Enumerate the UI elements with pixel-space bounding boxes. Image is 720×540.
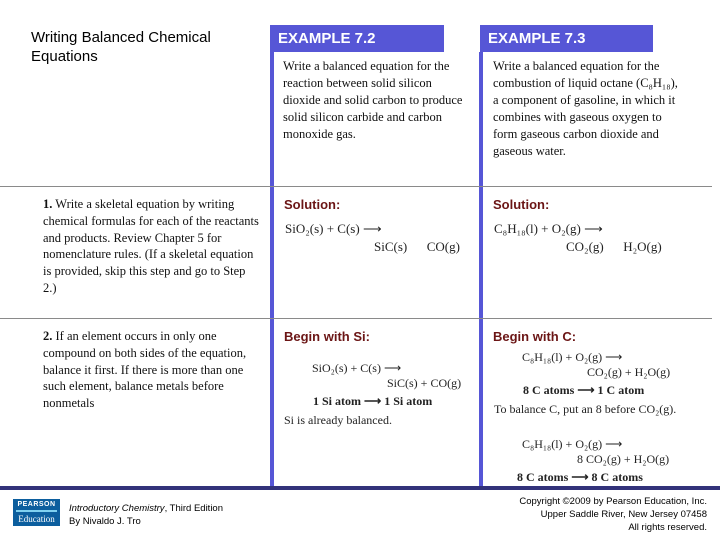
row-divider-2 bbox=[0, 318, 712, 319]
step-1-number: 1. bbox=[43, 197, 53, 211]
book-edition: , Third Edition bbox=[164, 503, 224, 514]
example-7-3-header: EXAMPLE 7.3 bbox=[480, 25, 653, 52]
skeleton-eq-7-2-products: SiC(s) CO(g) bbox=[374, 239, 460, 254]
solution-label-7-2: Solution: bbox=[284, 197, 341, 212]
step2-label-7-2: Begin with Si: bbox=[284, 329, 370, 344]
example-7-2-problem: Write a balanced equation for the reaction between solid silicon dioxide and solid carbon to produce solid silicon carbide and carbon monoxide gas. bbox=[283, 59, 463, 141]
step-1-text: Write a skeletal equation by writing chemical formulas for each of the reactants and products. Review Chapter 5 for nomenclature rules. (If a skeletal equation is provided, skip this step and go to Step 2.) bbox=[43, 197, 259, 295]
logo-swoosh bbox=[16, 510, 57, 512]
divider-right bbox=[479, 52, 483, 486]
step2-eq-7-2-line4: Si is already balanced. bbox=[284, 413, 392, 427]
step-2 bbox=[43, 328, 261, 412]
copyright bbox=[519, 495, 707, 534]
copyright-line-2: Upper Saddle River, New Jersey 07458 bbox=[540, 509, 707, 520]
step2-eq-7-3-line5: C₈H₁₈(l) + O₂(g) ⟶ bbox=[522, 437, 623, 451]
step-2-text: If an element occurs in only one compound on both sides of the equation, balance it first. If there is more than one such element, balance metals before nonmetals bbox=[43, 329, 247, 411]
step2-eq-7-3-line7: 8 C atoms ⟶ 8 C atoms bbox=[517, 470, 643, 484]
step2-eq-7-2-line1: SiO₂(s) + C(s) ⟶ bbox=[312, 361, 402, 375]
step2-eq-7-3-line3: 8 C atoms ⟶ 1 C atom bbox=[523, 383, 645, 397]
step2-eq-7-3-line2: CO₂(g) + H₂O(g) bbox=[587, 365, 671, 379]
copyright-line-3: All rights reserved. bbox=[628, 522, 707, 533]
logo-top-text: PEARSON bbox=[17, 501, 56, 508]
example-7-2-header: EXAMPLE 7.2 bbox=[270, 25, 444, 52]
copyright-line-1: Copyright ©2009 by Pearson Education, Inc. bbox=[519, 496, 707, 507]
step2-eq-7-2-line2: SiC(s) + CO(g) bbox=[387, 376, 462, 390]
book-title: Introductory Chemistry bbox=[69, 503, 165, 514]
step2-eq-7-2-line3: 1 Si atom ⟶ 1 Si atom bbox=[313, 394, 433, 408]
step2-label-7-3: Begin with C: bbox=[493, 329, 577, 344]
row-divider-1 bbox=[0, 186, 712, 187]
step2-eq-7-3-line4: To balance C, put an 8 before CO₂(g). bbox=[494, 402, 677, 416]
slide-title: Writing Balanced Chemical Equations bbox=[31, 29, 211, 65]
book-author: By Nivaldo J. Tro bbox=[69, 516, 141, 527]
skeleton-eq-7-3-products: CO₂(g) H₂O(g) bbox=[566, 239, 662, 254]
step-1 bbox=[43, 196, 261, 297]
pearson-education-logo bbox=[13, 499, 60, 526]
logo-bottom-text: Education bbox=[18, 514, 55, 524]
skeleton-eq-7-3-reactants: C₈H₁₈(l) + O₂(g) ⟶ bbox=[494, 221, 603, 236]
skeleton-eq-7-2-reactants: SiO₂(s) + C(s) ⟶ bbox=[285, 221, 382, 236]
example-7-3-problem: Write a balanced equation for the combustion of liquid octane (C₈H₁₈), a component of gasoline, in which it combines with gaseous oxygen to form gaseous carbon dioxide and gaseous water. bbox=[493, 59, 678, 158]
solution-label-7-3: Solution: bbox=[493, 197, 550, 212]
step2-eq-7-3-line6: 8 CO₂(g) + H₂O(g) bbox=[577, 452, 670, 466]
step2-eq-7-3-line1: C₈H₁₈(l) + O₂(g) ⟶ bbox=[522, 350, 623, 364]
divider-left bbox=[270, 52, 274, 486]
step-2-number: 2. bbox=[43, 329, 53, 343]
book-credit bbox=[69, 502, 223, 528]
footer-rule bbox=[0, 486, 720, 490]
